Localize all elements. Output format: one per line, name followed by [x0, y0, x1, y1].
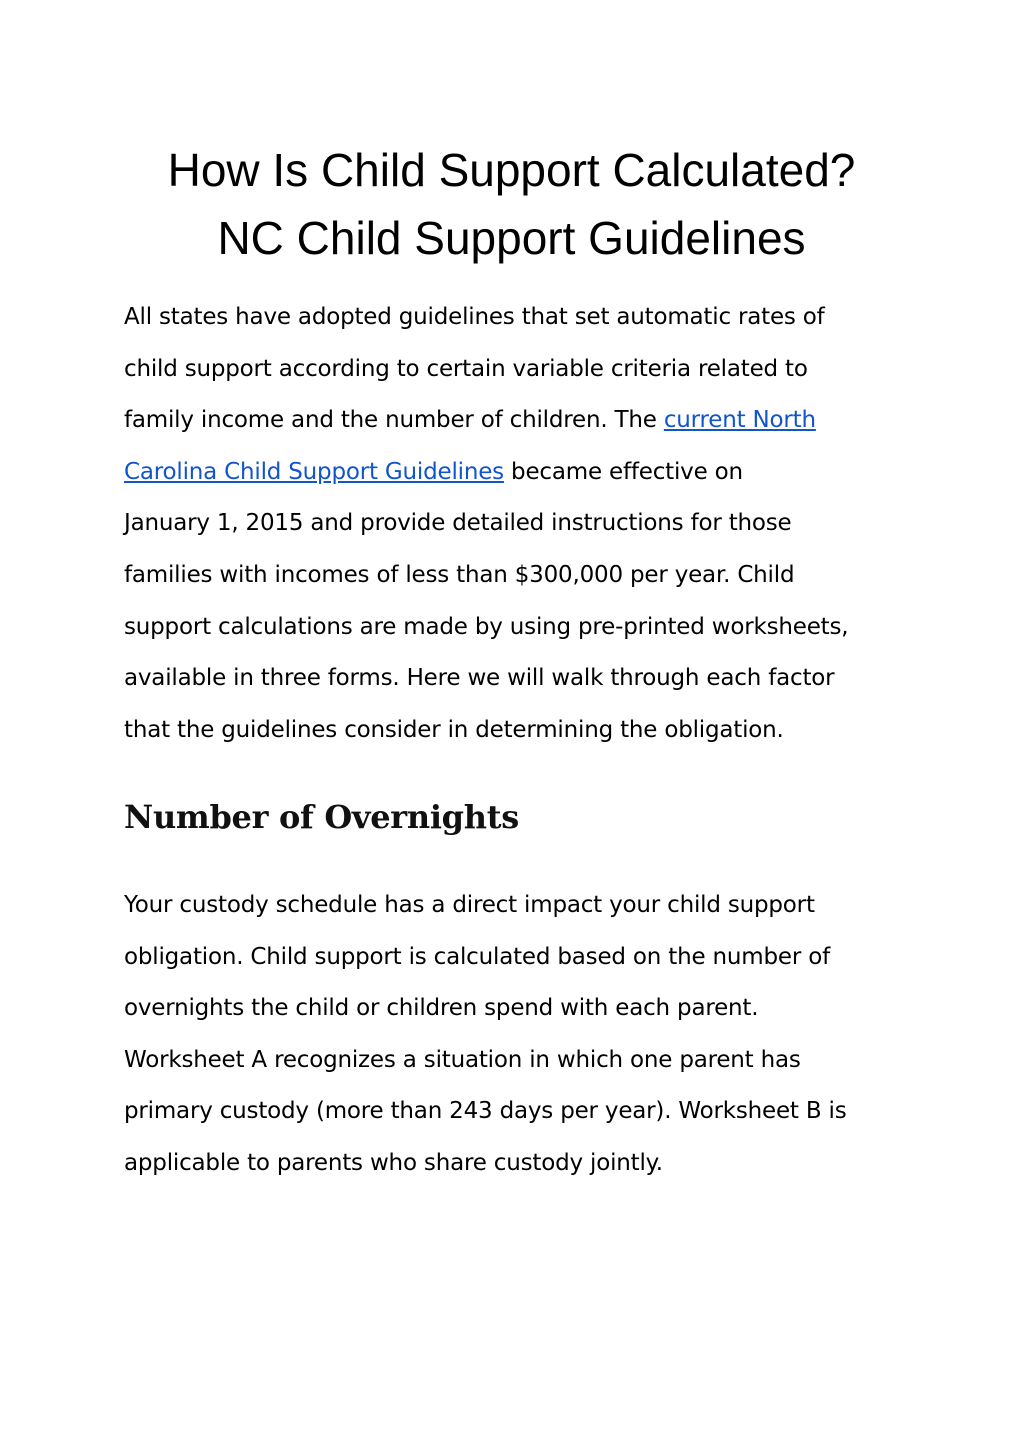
intro-line-7: support calculations are made by using pre-printed worksheets, — [124, 613, 849, 640]
overnights-line-4: Worksheet A recognizes a situation in which one parent has — [124, 1046, 801, 1073]
page-title — [80, 136, 943, 272]
intro-line-3 — [124, 395, 914, 447]
intro-line-4 — [124, 447, 914, 499]
overnights-line-1: Your custody schedule has a direct impact your child support — [124, 892, 815, 918]
overnights-line-5: primary custody (more than 243 days per year). Worksheet B is — [124, 1098, 847, 1125]
overnights-line-6: applicable to parents who share custody jointly. — [124, 1149, 663, 1176]
section-heading-overnights: Number of Overnights — [124, 798, 519, 836]
intro-line-1: All states have adopted guidelines that set automatic rates of — [124, 304, 825, 330]
intro-line-5: January 1, 2015 and provide detailed instructions for those — [124, 510, 792, 537]
intro-line-4-text: became effective on — [503, 458, 743, 485]
intro-line-9: that the guidelines consider in determining the obligation. — [124, 716, 784, 743]
intro-line-6: families with incomes of less than $300,000 per year. Child — [124, 561, 795, 588]
title-line-1: How Is Child Support Calculated? — [167, 144, 856, 196]
guidelines-link-part-1[interactable]: current North — [663, 407, 816, 434]
intro-line-8: available in three forms. Here we will walk through each factor — [124, 665, 835, 692]
overnights-line-3: overnights the child or children spend with each parent. — [124, 995, 759, 1022]
intro-paragraph — [124, 292, 914, 756]
intro-line-2: child support according to certain variable criteria related to — [124, 355, 808, 382]
overnights-line-2: obligation. Child support is calculated based on the number of — [124, 943, 830, 970]
overnights-paragraph — [124, 880, 914, 1190]
guidelines-link-part-2[interactable]: Carolina Child Support Guidelines — [124, 458, 504, 485]
title-line-2: NC Child Support Guidelines — [217, 212, 806, 264]
intro-line-3-text: family income and the number of children. The — [124, 407, 664, 434]
